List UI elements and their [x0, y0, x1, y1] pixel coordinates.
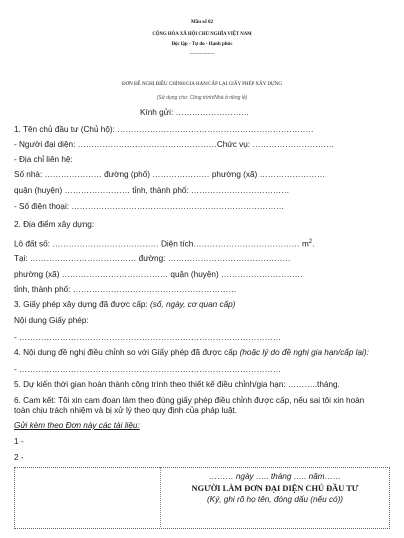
owner-name-line: 1. Tên chủ đầu tư (Chủ hộ): ……………………………………………………………… [14, 125, 314, 134]
lot-number-end: . [312, 239, 315, 249]
form-number: Mẫu số 02 [191, 20, 213, 25]
signature-note: (Ký, ghi rõ họ tên, đóng dấu (nếu có)) [206, 495, 344, 504]
commitment-line-2: toàn chịu trách nhiệm và bị xử lý theo quy định của pháp luật. [14, 406, 238, 415]
site-street-line: Tại: ………………………………… đường: ……………………………………… [14, 254, 291, 263]
permit-issued-note: (số, ngày, cơ quan cấp) [150, 300, 236, 309]
district-line: quận (huyện) …………………… tỉnh, thành phố: ……………………………… [14, 186, 290, 195]
adjustment-detail-line: - …………………………………………………………………………………… [14, 365, 282, 374]
representative-line: - Người đại diện: ……………………………………………Chức vụ: ………………………… [14, 140, 335, 149]
phone-line: - Số điện thoại: …………………………………………………………………… [14, 202, 285, 211]
form-title: ĐƠN ĐỀ NGHỊ ĐIỀU CHỈNH/GIA HẠN/CẤP LẠI GIẤY PHÉP XÂY DỰNG [121, 82, 283, 87]
section-location-heading: 2. Địa điểm xây dựng: [14, 220, 95, 229]
permit-issued-text: 3. Giấy phép xây dựng đã được cấp: [14, 300, 151, 309]
form-subtitle: (Sử dụng cho: Công trình/Nhà ở riêng lẻ) [156, 95, 248, 101]
house-number-line: Số nhà: ………………… đường (phố) ………………… phường (xã) …………………… [14, 170, 326, 179]
permit-content-label: Nội dung Giấy phép: [14, 316, 89, 325]
motto: Độc lập - Tự do - Hạnh phúc [171, 42, 233, 47]
attachment-item-1: 1 - [14, 437, 24, 446]
adjustment-content-line [14, 348, 369, 358]
signature-date: ……… ngày ….. tháng ….. năm…… [209, 472, 341, 481]
lot-number-line [14, 237, 314, 250]
adjustment-content-text: 4. Nội dung đề nghị điều chỉnh so với Giấy phép đã được cấp [14, 348, 240, 357]
signature-divider [160, 467, 161, 527]
attachment-item-2: 2 - [14, 453, 24, 462]
completion-time-line: 5. Dự kiến thời gian hoàn thành công trình theo thiết kế điều chỉnh/gia hạn: ………..tháng. [14, 380, 340, 389]
attachments-heading: Gửi kèm theo Đơn này các tài liệu: [14, 421, 140, 430]
contact-address-label: - Địa chỉ liên hệ: [14, 155, 73, 164]
commitment-line-1: 6. Cam kết: Tôi xin cam đoan làm theo đúng giấy phép điều chỉnh được cấp, nếu sai tôi xin hoàn [14, 396, 365, 405]
lot-number-text: Lô đất số: ………………………………… Diện tích………………………………… m [14, 239, 309, 249]
permit-issued-line [14, 300, 235, 310]
signature-title: NGƯỜI LÀM ĐƠN ĐẠI DIỆN CHỦ ĐẦU TƯ [191, 484, 359, 493]
site-ward-line: phường (xã) ………………………………… quận (huyện) ………………………… [14, 270, 303, 279]
addressee: Kính gửi: ……………………… [140, 108, 250, 117]
area-unit-sup: 2 [308, 239, 313, 245]
country-name: CỘNG HÒA XÃ HỘI CHỦ NGHĨA VIỆT NAM [152, 32, 252, 37]
site-province-line: tỉnh, thành phố: …………………………………………………… [14, 285, 237, 294]
adjustment-content-note: (hoặc lý do đề nghị gia hạn/cấp lại): [239, 348, 369, 357]
motto-underline: --------------- [189, 52, 215, 57]
permit-content-line: - …………………………………………………………………………………… [14, 333, 282, 342]
